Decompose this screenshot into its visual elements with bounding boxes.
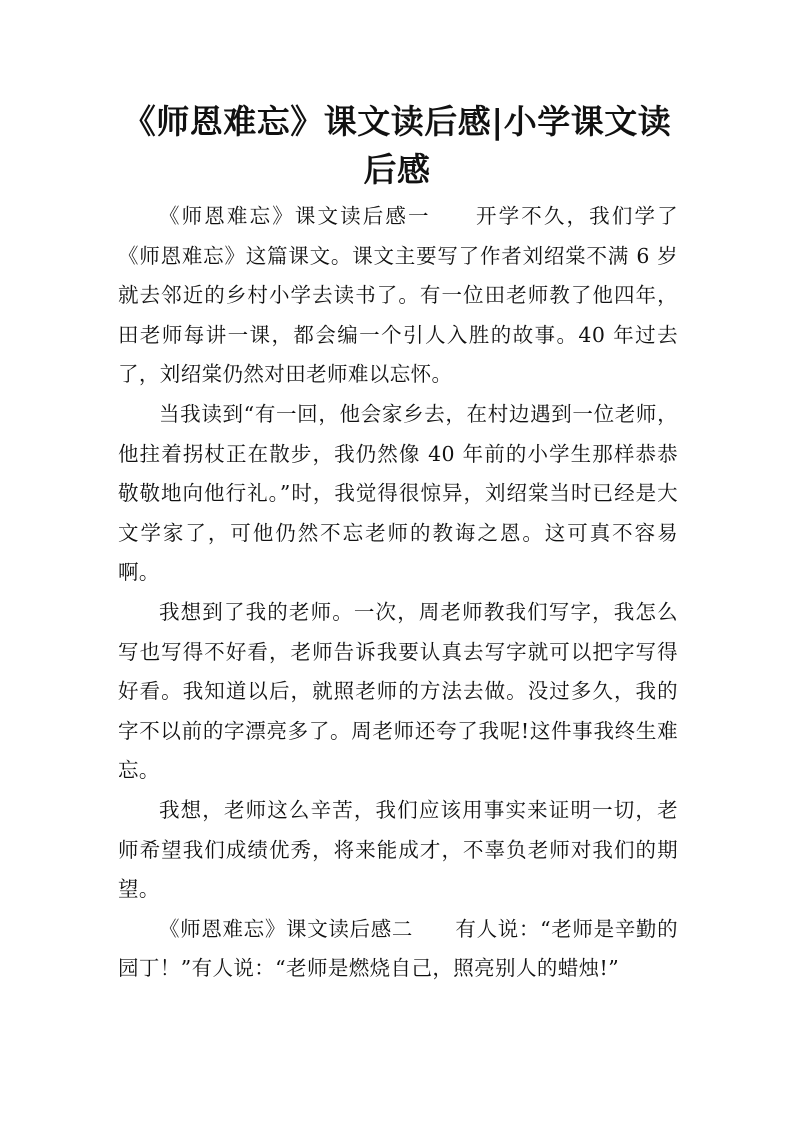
paragraph-1: 《师恩难忘》课文读后感一 开学不久，我们学了《师恩难忘》这篇课文。课文主要写了作者刘绍棠不满 6 岁就去邻近的乡村小学去读书了。有一位田老师教了他四年，田老师每讲一课，都会编一个引人入胜的故事。40 年过去了，刘绍棠仍然对田老师难以忘怀。 [118,204,678,387]
paragraph-3: 我想到了我的老师。一次，周老师教我们写字，我怎么写也写得不好看，老师告诉我要认真去写字就可以把字写得好看。我知道以后，就照老师的方法去做。没过多久，我的字不以前的字漂亮多了。周老师还夸了我呢!这件事我终生难忘。 [118,599,678,783]
article-body [118,197,678,989]
paragraph-5: 《师恩难忘》课文读后感二 有人说：“老师是辛勤的园丁！”有人说：“老师是燃烧自己，照亮别人的蜡烛!” [118,916,678,981]
page-title: 《师恩难忘》课文读后感|小学课文读后感 [122,102,672,189]
paragraph-4: 我想，老师这么辛苦，我们应该用事实来证明一切，老师希望我们成绩优秀，将来能成才，不辜负老师对我们的期望。 [118,797,678,902]
paragraph-2: 当我读到“有一回，他会家乡去，在村边遇到一位老师，他拄着拐杖正在散步，我仍然像 40 年前的小学生那样恭恭敬敬地向他行礼。”时，我觉得很惊异，刘绍棠当时已经是大文学家了，可他仍然不忘老师的教诲之恩。这可真不容易啊。 [118,401,678,585]
